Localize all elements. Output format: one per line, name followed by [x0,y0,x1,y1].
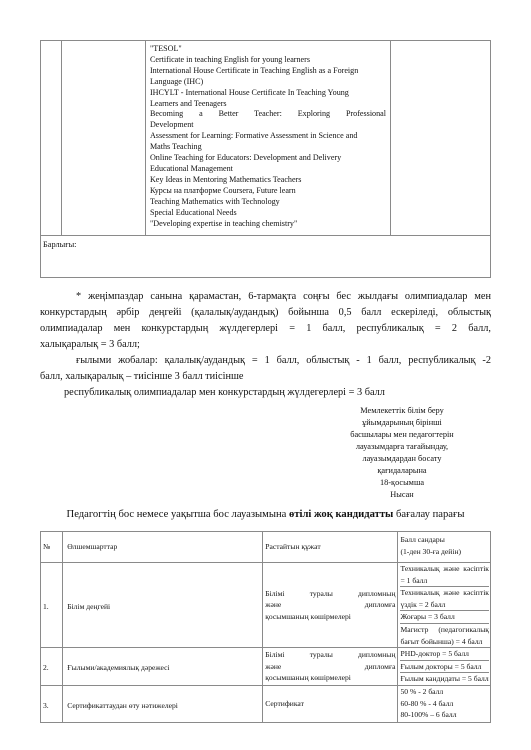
certificate-list-cell [145,41,390,236]
table-row [41,648,491,686]
note-line: республикалық олимпиадалар мен конкурстардың жүлдегерлері = 3 балл [64,387,385,398]
table-row [41,563,491,648]
score-line: Техникалық және кәсіптік [400,588,489,598]
score-line: 60-80 % - 4 балл [400,698,454,708]
form-title-bold: өтілі жоқ кандидатты [289,509,394,520]
document-line: Сертификат [265,699,304,709]
certificate-item: "Developing expertise in teaching chemistry" [149,218,298,228]
certificate-item: Online Teaching for Educators: Development and Delivery [149,153,342,163]
header-score [398,532,491,563]
document-line: қосымшаның көшірмелері [265,611,351,621]
appendix-line: лауазымдарға тағайындау, [355,442,449,451]
form-title-suffix: бағалау парағы [393,509,465,520]
header-no: № [41,532,63,563]
certificate-item: Maths Teaching [149,142,202,152]
row-scores [398,685,491,722]
certificates-row [41,41,491,236]
score-line: Жоғары = 3 балл [400,610,489,623]
row-criteria: Ғылыми/академиялық дәрежесі [63,648,263,686]
score-line: 80-100% – 6 балл [400,710,457,720]
document-line: және дипломға [265,600,396,610]
certificate-item: Teaching Mathematics with Technology [149,196,280,206]
certificate-item: Certificate in teaching English for young learners [149,54,310,64]
appendix-line: лауазымдардан босату [362,454,442,463]
certificate-item: International House Certificate in Teaching English as a Foreign [149,65,359,75]
row-no: 2. [41,648,63,686]
empty-cell [391,41,491,236]
table-header-row [41,532,491,563]
certificate-item: Becoming a Better Teacher: Exploring Professional [149,109,386,119]
certificate-item: Language (IHC) [149,76,204,86]
row-no: 1. [41,563,63,648]
note-line: * жеңімпаздар санына қарамастан, 6-тармақта соңғы бес жылдағы олимпиадалар мен [76,291,491,302]
certificate-item: IHCYLT - International House Certificate In Teaching Young [149,87,349,97]
score-line: Техникалық және кәсіптік [400,564,489,573]
table-row [41,685,491,722]
row-document [263,563,398,648]
row-criteria: Сертификаттаудан өту нәтижелері [63,685,263,722]
certificate-item: Assessment for Learning: Formative Assessment in Science and [149,131,358,141]
certificate-item: Курсы на платформе Coursera, Future learn [149,185,296,195]
note-line: халықаралық = 3 балл; [40,339,140,350]
document-line: Білімі туралы дипломның [265,588,396,598]
appendix-line: 18-қосымша [379,478,425,487]
row-criteria: Білім деңгейі [63,563,263,648]
document-line: қосымшаның көшірмелері [265,673,351,683]
note-line: олимпиадалар мен конкурстардың жүлдегерлері = 1 балл, республикалық = 2 балл, [40,323,491,334]
document-line: Білімі туралы дипломның [265,650,396,660]
empty-cell [41,41,62,236]
total-label: Барлығы: [43,240,77,250]
total-cell [41,236,491,278]
certificate-item: Learners and Teenagers [149,98,227,108]
score-line: 50 % - 2 балл [400,686,444,696]
form-title [40,509,491,520]
certificate-item: Educational Management [149,163,233,173]
header-criteria: Өлшемшарттар [63,532,263,563]
row-no: 3. [41,685,63,722]
score-line: Ғылым кандидаты = 5 балл [400,674,489,684]
note-line: ғылыми жобалар: қалалық/аудандық = 1 балл, облыстық - 1 балл, республикалық -2 [76,355,491,366]
score-line: = 1 балл [400,575,428,585]
score-line: PHD-доктор = 5 балл [400,649,469,659]
certificates-table [40,40,491,278]
certificate-item: Special Educational Needs [149,207,237,217]
row-scores [398,563,491,648]
note-line: балл, халықаралық – тиісінше 3 балл тиісінше [40,371,244,382]
row-document [263,648,398,686]
score-line: үздік = 2 балл [400,599,446,609]
certificate-item: Key Ideas in Mentoring Mathematics Teachers [149,174,302,184]
header-score-line: Балл сандары [400,535,445,544]
header-score-line: (1-ден 30-ға дейін) [400,546,462,556]
appendix-line: Мемлекеттік білім беру [360,406,444,415]
score-line: Ғылым докторы = 5 балл [400,660,489,673]
form-title-prefix: Педагогтің бос немесе уақытша бос лауазымына [66,509,290,520]
empty-cell [61,41,145,236]
score-line: Магистр (педагогикалық [400,624,489,634]
row-scores [398,648,491,686]
certificate-item: Development [149,120,194,130]
appendix-line: Нысан [390,490,414,499]
total-row [41,236,491,278]
appendix-line: ұйымдарының бірінші [362,418,442,427]
document-line: және дипломға [265,661,396,671]
certificate-item: "TESOL" [149,44,182,53]
appendix-line: қағидаларына [377,466,427,475]
appendix-line: басшылары мен педагогтерін [350,430,454,439]
header-document: Растайтын құжат [263,532,398,563]
row-document [263,685,398,722]
note-line: конкурстардың әрбір деңгейі (қалалық/аудандық) бойынша 0,5 балл ескеріледі, облыстық [40,307,491,318]
score-line: бағыт бойынша) = 4 балл [400,636,483,646]
evaluation-table [40,531,491,723]
